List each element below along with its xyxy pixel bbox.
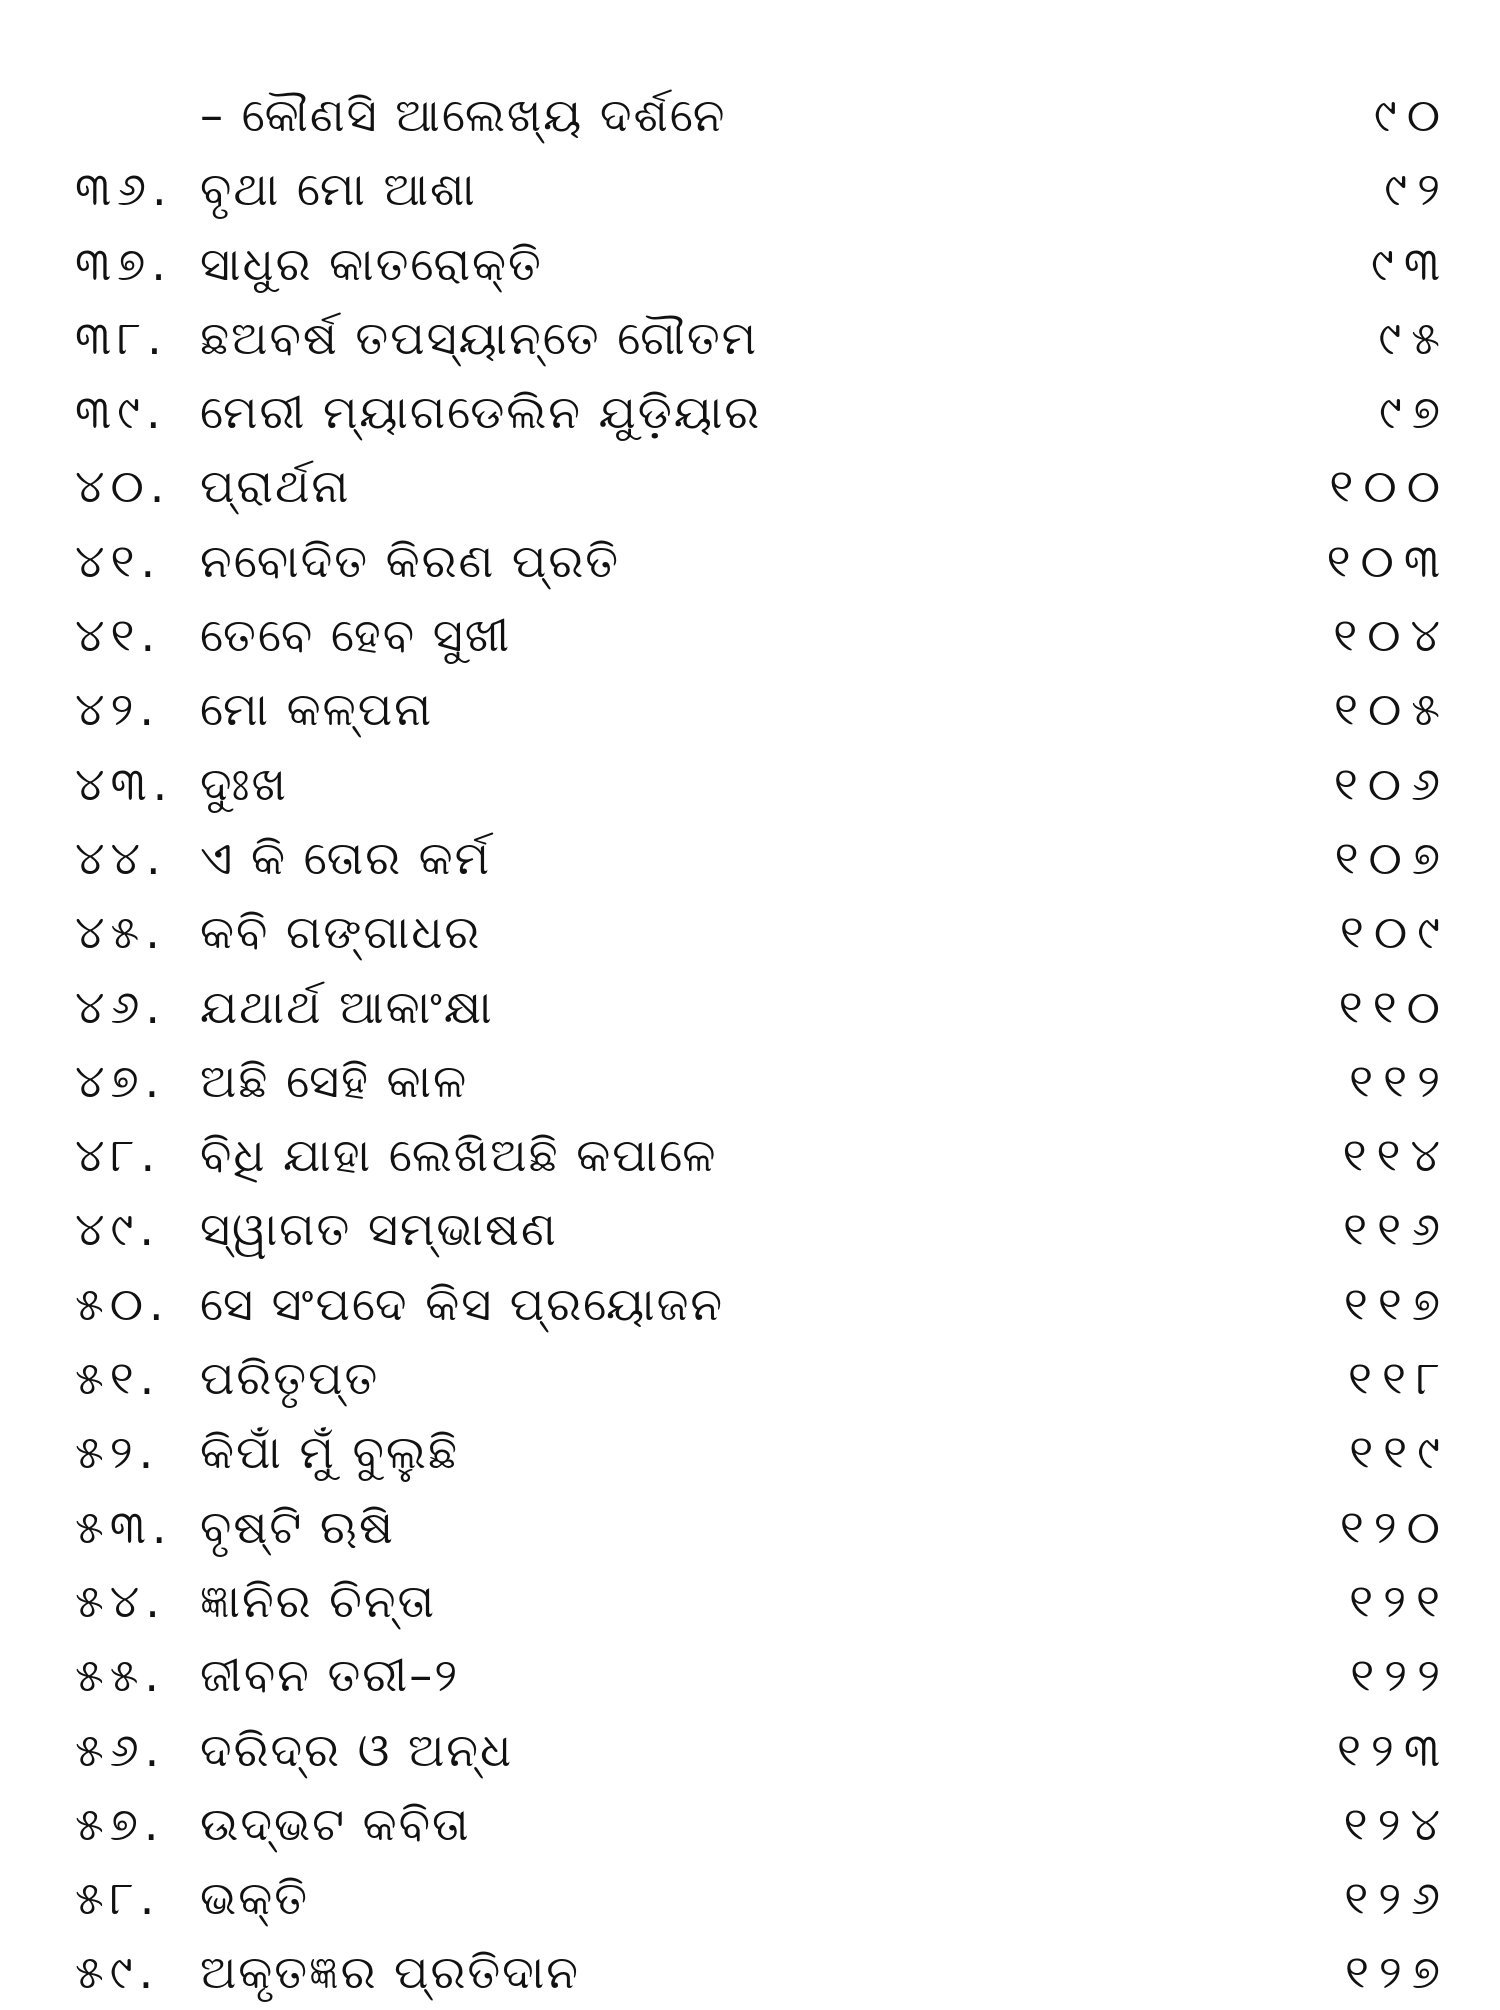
entry-title: ଦରିଦ୍ର ଓ ଅନ୍ଧ — [200, 1722, 514, 1777]
entry-title: ମେରୀ ମ୍ୟାଗଡେଲିନ ଯୁଡ଼ିୟାର — [200, 385, 762, 440]
entry-number: ୪୬. — [75, 979, 166, 1034]
entry-page: ୯୫ — [1378, 310, 1450, 365]
list-item — [0, 1638, 1500, 1712]
list-item — [0, 1192, 1500, 1266]
list-item — [0, 672, 1500, 746]
entry-number: ୫୬. — [75, 1722, 166, 1777]
entry-title: ସ୍ୱାଗତ ସମ୍ଭାଷଣ — [200, 1202, 558, 1257]
entry-title: ଯଥାର୍ଥ ଆକାଂକ୍ଷା — [200, 979, 494, 1034]
list-item — [0, 449, 1500, 523]
table-of-contents — [0, 78, 1500, 2010]
entry-number: ୪୦. — [75, 459, 171, 514]
entry-number: ୫୯. — [75, 1945, 160, 2000]
list-item — [0, 152, 1500, 226]
entry-title: ଅଛି ସେହି କାଳ — [200, 1053, 469, 1108]
entry-number: ୪୭. — [75, 1053, 166, 1108]
entry-title: ପରିତୃପ୍ତ — [200, 1351, 380, 1406]
list-item — [0, 1787, 1500, 1861]
entry-title: ଉଦ୍ଭଟ କବିତା — [200, 1796, 471, 1851]
list-item — [0, 1341, 1500, 1415]
entry-title: ନବୋଦିତ କିରଣ ପ୍ରତି — [200, 533, 621, 588]
entry-number: ୫୦. — [75, 1276, 170, 1331]
entry-title: ଜୀବନ ତରୀ–୨ — [200, 1648, 460, 1703]
entry-page: ୧୧୮ — [1348, 1351, 1450, 1406]
entry-title: ଦୁଃଖ — [200, 756, 288, 811]
entry-number: ୪୫. — [75, 905, 166, 960]
entry-number: ୩୬. — [75, 162, 173, 217]
list-item — [0, 1415, 1500, 1489]
list-item — [0, 747, 1500, 821]
entry-number: ୪୯. — [75, 1202, 160, 1257]
entry-number: ୪୨. — [75, 682, 161, 737]
list-item — [0, 1490, 1500, 1564]
entry-number: ୫୧. — [75, 1351, 161, 1406]
list-item — [0, 1564, 1500, 1638]
entry-title: – କୌଣସି ଆଲେଖ୍ୟ ଦର୍ଶନେ — [200, 88, 727, 142]
entry-page: ୯୭ — [1378, 385, 1450, 440]
entry-title: ପ୍ରାର୍ଥନା — [200, 459, 351, 514]
entry-number: ୩୮. — [75, 310, 168, 365]
entry-page: ୧୨୨ — [1350, 1648, 1450, 1703]
entry-number: ୫୩. — [75, 1499, 173, 1554]
entry-title: ଅକୃତଜ୍ଞର ପ୍ରତିଦାନ — [200, 1945, 580, 2000]
entry-title: ଛଅବର୍ଷ ତପସ୍ୟାନ୍ତେ ଗୌତମ — [200, 310, 759, 365]
list-item — [0, 821, 1500, 895]
entry-title: ସେ ସଂପଦେ କିସ ପ୍ରୟୋଜନ — [200, 1276, 725, 1331]
list-item — [0, 78, 1500, 152]
list-item — [0, 1267, 1500, 1341]
entry-number: ୪୮. — [75, 1128, 162, 1183]
list-item — [0, 895, 1500, 969]
entry-page: ୧୧୨ — [1349, 1053, 1450, 1108]
list-item — [0, 301, 1500, 375]
entry-number: ୫୨. — [75, 1425, 160, 1480]
entry-number: ୩୯. — [75, 385, 167, 440]
entry-page: ୧୨୪ — [1343, 1796, 1450, 1851]
entry-page: ୧୨୭ — [1344, 1945, 1450, 2000]
entry-page: ୧୦୫ — [1334, 682, 1450, 737]
entry-number: ୪୩. — [75, 756, 174, 811]
entry-title: ବିଧି ଯାହା ଲେଖିଅଛି କପାଳେ — [200, 1128, 718, 1183]
list-item — [0, 598, 1500, 672]
entry-page: ୯୨ — [1384, 162, 1450, 217]
entry-title: ବୃଷ୍ଟି ଋଷି — [200, 1499, 395, 1554]
entry-page: ୧୦୬ — [1333, 756, 1450, 811]
entry-page: ୧୧୦ — [1338, 979, 1450, 1034]
list-item — [0, 227, 1500, 301]
entry-page: ୯୩ — [1370, 236, 1450, 291]
entry-number: ୫୫. — [75, 1648, 166, 1703]
entry-number: ୫୪. — [75, 1573, 166, 1628]
entry-title: ଜ୍ଞାନିର ଚିନ୍ତା — [200, 1573, 437, 1628]
entry-title: ଭକ୍ତି — [200, 1871, 309, 1926]
entry-number: ୫୮. — [75, 1871, 161, 1926]
entry-number: ୪୧. — [75, 533, 162, 588]
entry-number: ୪୪. — [75, 830, 167, 885]
entry-title: କିପାଁ ମୁଁ ବୁଲୁଛି — [200, 1425, 460, 1480]
list-item — [0, 1044, 1500, 1118]
entry-title: ଏ କି ତୋର କର୍ମ — [200, 830, 492, 885]
list-item — [0, 1861, 1500, 1935]
entry-page: ୧୨୬ — [1344, 1871, 1450, 1926]
entry-page: ୧୧୬ — [1343, 1202, 1450, 1257]
entry-page: ୧୨୦ — [1339, 1499, 1450, 1554]
entry-page: ୯୦ — [1373, 88, 1450, 142]
entry-page: ୧୦୩ — [1326, 533, 1450, 588]
list-item — [0, 1935, 1500, 2009]
entry-page: ୧୦୦ — [1329, 459, 1450, 514]
entry-page: ୧୦୭ — [1334, 830, 1450, 885]
entry-page: ୧୦୪ — [1333, 608, 1450, 663]
entry-title: ବୃଥା ମୋ ଆଶା — [200, 162, 477, 217]
list-item — [0, 1713, 1500, 1787]
list-item — [0, 524, 1500, 598]
list-item — [0, 1118, 1500, 1192]
list-item — [0, 375, 1500, 449]
entry-page: ୧୦୯ — [1339, 905, 1450, 960]
entry-title: କବି ଗଙ୍ଗାଧର — [200, 905, 482, 960]
entry-page: ୧୧୭ — [1343, 1276, 1450, 1331]
entry-number: ୫୭. — [75, 1796, 165, 1851]
entry-number: ୩୭. — [75, 236, 172, 291]
entry-page: ୧୧୪ — [1342, 1128, 1450, 1183]
list-item — [0, 970, 1500, 1044]
entry-title: ତେବେ ହେବ ସୁଖୀ — [200, 608, 512, 663]
entry-number: ୪୧. — [75, 608, 162, 663]
entry-page: ୧୨୧ — [1349, 1573, 1450, 1628]
entry-title: ମୋ କଳ୍ପନା — [200, 682, 434, 737]
entry-title: ସାଧୁର କାତରୋକ୍ତି — [200, 236, 543, 291]
entry-page: ୧୧୯ — [1349, 1425, 1450, 1480]
entry-page: ୧୨୩ — [1336, 1722, 1450, 1777]
